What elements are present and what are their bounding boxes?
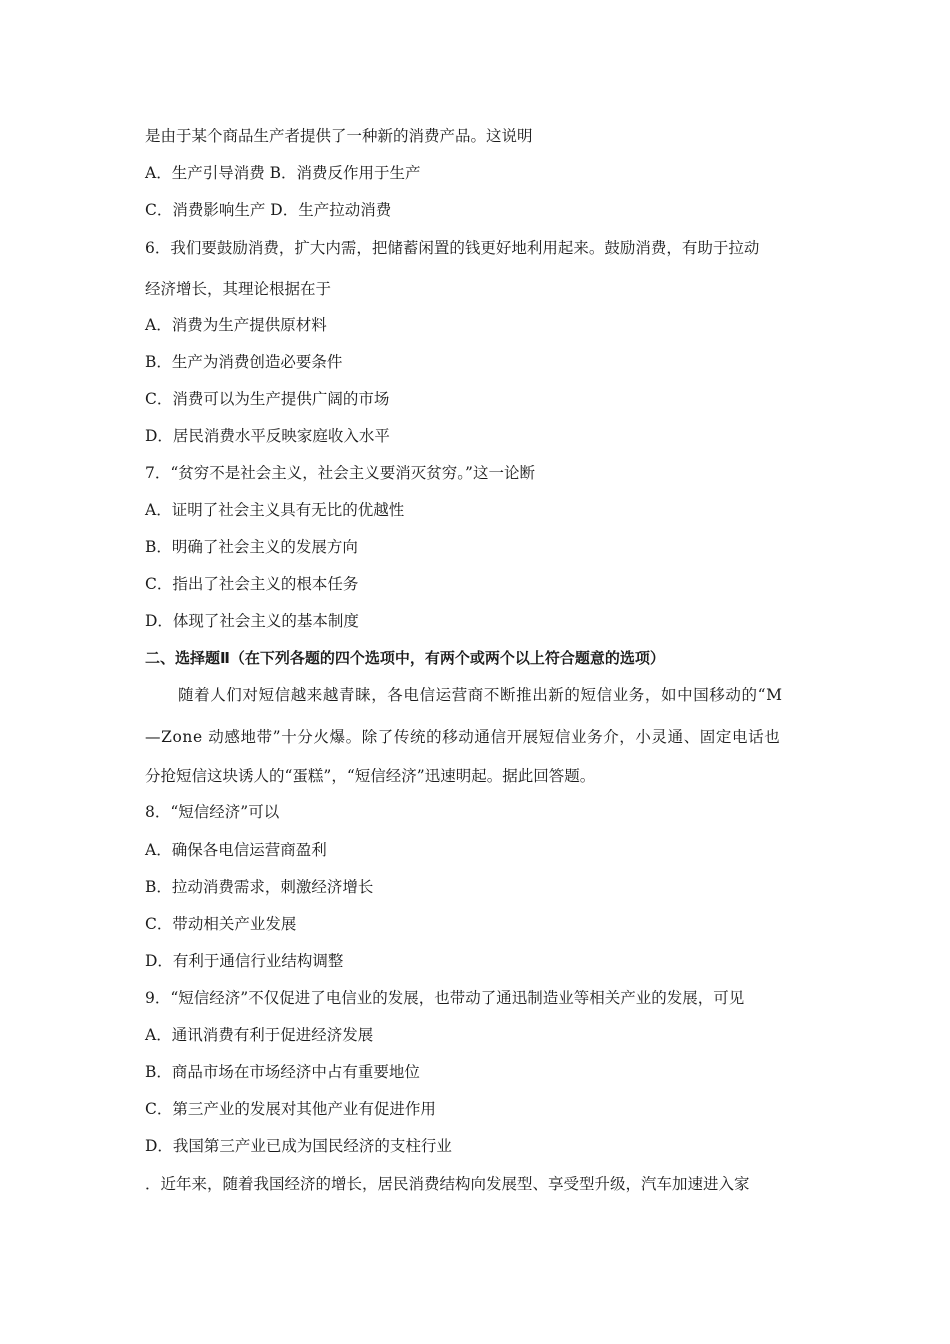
option-b: B．生产为消费创造必要条件 — [145, 353, 343, 371]
question-7: 7．“贫穷不是社会主义，社会主义要消灭贫穷。”这一论断 — [145, 464, 535, 482]
option-a: A．消费为生产提供原材料 — [145, 316, 327, 334]
option-d: D．我国第三产业已成为国民经济的支柱行业 — [145, 1137, 452, 1155]
option-b: B．拉动消费需求，刺激经济增长 — [145, 878, 374, 896]
question-9: 9．“短信经济”不仅促进了电信业的发展，也带动了通迅制造业等相关产业的发展，可见 — [145, 989, 745, 1007]
question-8: 8．“短信经济”可以 — [145, 803, 280, 821]
section-heading: 二、选择题Ⅱ（在下列各题的四个选项中，有两个或两个以上符合题意的选项） — [145, 649, 665, 667]
question-6: 6．我们要鼓励消费，扩大内需，把储蓄闲置的钱更好地利用起来。鼓励消费，有助于拉动 — [145, 239, 760, 257]
passage-line: 随着人们对短信越来越青睐，各电信运营商不断推出新的短信业务，如中国移动的“M — [178, 686, 783, 704]
option-c: C．消费可以为生产提供广阔的市场 — [145, 390, 390, 408]
option-b: B．明确了社会主义的发展方向 — [145, 538, 358, 556]
option-a: A．通讯消费有利于促进经济发展 — [145, 1026, 374, 1044]
text-line: 经济增长，其理论根据在于 — [145, 280, 332, 298]
option-c: C．带动相关产业发展 — [145, 915, 297, 933]
passage-line: —Zone 动感地带”十分火爆。除了传统的移动通信开展短信业务介，小灵通、固定电话也 — [145, 728, 781, 746]
option-a: A．证明了社会主义具有无比的优越性 — [145, 501, 405, 519]
option-line: A．生产引导消费 B．消费反作用于生产 — [145, 164, 421, 182]
option-c: C．指出了社会主义的根本任务 — [145, 575, 359, 593]
option-d: D．居民消费水平反映家庭收入水平 — [145, 427, 390, 445]
passage-line: 分抢短信这块诱人的“蛋糕”，“短信经济”迅速明起。据此回答题。 — [145, 767, 596, 785]
text-line: 是由于某个商品生产者提供了一种新的消费产品。这说明 — [145, 127, 533, 145]
option-line: C．消费影响生产 D．生产拉动消费 — [145, 201, 392, 219]
option-b: B．商品市场在市场经济中占有重要地位 — [145, 1063, 420, 1081]
option-d: D．有利于通信行业结构调整 — [145, 952, 344, 970]
option-c: C．第三产业的发展对其他产业有促进作用 — [145, 1100, 436, 1118]
option-a: A．确保各电信运营商盈利 — [145, 841, 327, 859]
question-10-partial: ．近年来，随着我国经济的增长，居民消费结构向发展型、享受型升级，汽车加速进入家 — [145, 1175, 750, 1193]
option-d: D．体现了社会主义的基本制度 — [145, 612, 359, 630]
